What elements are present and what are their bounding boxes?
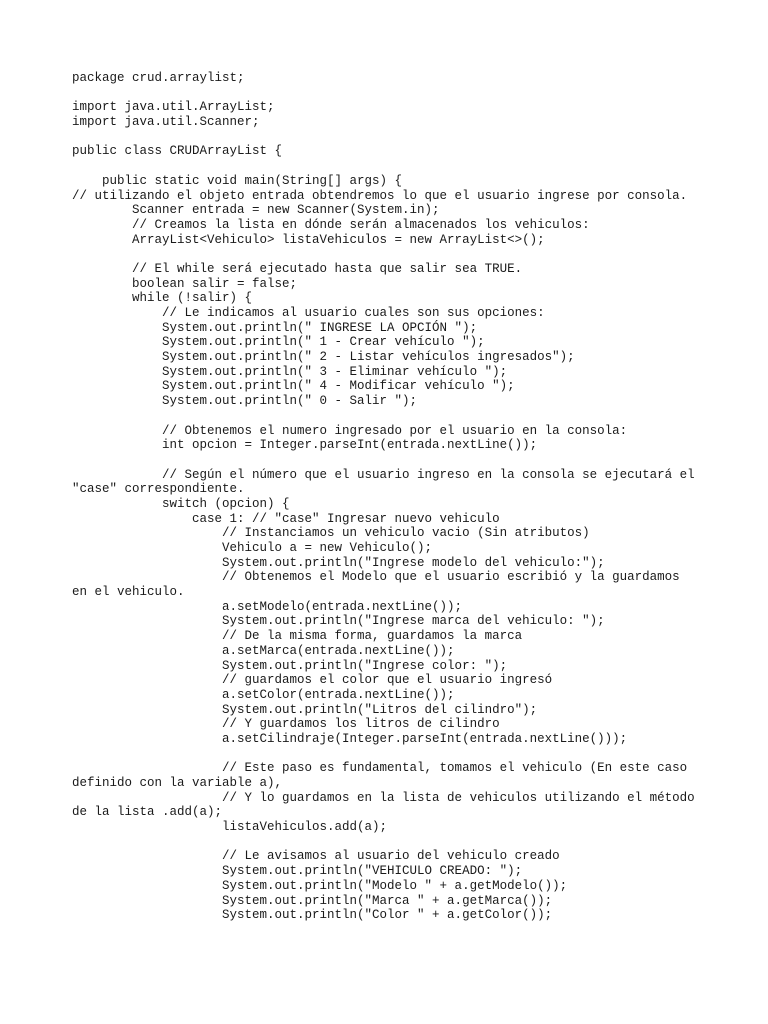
code-line: // Creamos la lista en dónde serán almacenados los vehiculos: (72, 217, 590, 232)
code-line: de la lista .add(a); (72, 805, 223, 820)
code-line: definido con la variable a), (72, 776, 283, 790)
code-line: // Y lo guardamos en la lista de vehiculos utilizando el método (72, 790, 695, 805)
code-line: System.out.println("Ingrese modelo del vehiculo:"); (72, 555, 605, 570)
code-line (72, 86, 712, 101)
code-line: "case" correspondiente. (72, 482, 245, 497)
code-line: // guardamos el color que el usuario ingresó (72, 673, 553, 688)
code-line: int opcion = Integer.parseInt(entrada.nextLine()); (72, 438, 538, 453)
code-line: System.out.println("Modelo " + a.getModelo()); (72, 878, 568, 893)
code-line: System.out.println(" 1 - Crear vehículo "); (72, 335, 485, 350)
code-line (72, 159, 712, 174)
code-line: System.out.println("VEHICULO CREADO: "); (72, 864, 523, 879)
code-line: public static void main(String[] args) { (72, 173, 403, 188)
code-line: System.out.println("Ingrese marca del vehiculo: "); (72, 614, 605, 629)
code-line: // Este paso es fundamental, tomamos el vehiculo (En este caso (72, 761, 688, 776)
code-line: // Instanciamos un vehiculo vacio (Sin atributos) (72, 526, 590, 541)
code-line: System.out.println("Ingrese color: "); (72, 658, 508, 673)
code-line: System.out.println(" 3 - Eliminar vehículo "); (72, 364, 508, 379)
code-line: import java.util.ArrayList; (72, 100, 275, 115)
code-line: package crud.arraylist; (72, 71, 245, 85)
code-line (72, 130, 712, 145)
code-line (72, 409, 712, 424)
code-line: System.out.println("Marca " + a.getMarca()); (72, 893, 553, 908)
code-line: boolean salir = false; (72, 276, 298, 291)
code-line: // utilizando el objeto entrada obtendremos lo que el usuario ingrese por consola. (72, 188, 688, 203)
code-listing (72, 71, 712, 923)
code-line: System.out.println(" INGRESE LA OPCIÓN "); (72, 320, 478, 335)
code-line: while (!salir) { (72, 291, 253, 306)
code-line: // Obtenemos el numero ingresado por el usuario en la consola: (72, 423, 628, 438)
code-line (72, 247, 712, 262)
code-line (72, 747, 712, 762)
code-line: a.setModelo(entrada.nextLine()); (72, 599, 463, 614)
code-line: // De la misma forma, guardamos la marca (72, 629, 523, 644)
code-line: public class CRUDArrayList { (72, 144, 283, 159)
code-line: a.setCilindraje(Integer.parseInt(entrada.nextLine())); (72, 731, 628, 746)
code-line: System.out.println(" 4 - Modificar vehículo "); (72, 379, 515, 394)
code-line: case 1: // "case" Ingresar nuevo vehiculo (72, 511, 500, 526)
code-line: // Le avisamos al usuario del vehiculo creado (72, 849, 560, 864)
code-line: System.out.println("Color " + a.getColor()); (72, 908, 553, 923)
code-line: // Y guardamos los litros de cilindro (72, 717, 500, 732)
code-line: a.setColor(entrada.nextLine()); (72, 687, 455, 702)
code-line: switch (opcion) { (72, 496, 290, 511)
code-line: a.setMarca(entrada.nextLine()); (72, 643, 455, 658)
code-line: System.out.println("Litros del cilindro"); (72, 702, 538, 717)
code-line: // El while será ejecutado hasta que salir sea TRUE. (72, 261, 523, 276)
code-line: en el vehiculo. (72, 585, 185, 600)
code-line (72, 835, 712, 850)
code-line: // Le indicamos al usuario cuales son sus opciones: (72, 306, 545, 320)
code-line: import java.util.Scanner; (72, 115, 260, 130)
code-line: Vehiculo a = new Vehiculo(); (72, 541, 433, 555)
code-line: // Según el número que el usuario ingreso en la consola se ejecutará el (72, 467, 695, 482)
code-line: System.out.println(" 2 - Listar vehículos ingresados"); (72, 350, 575, 365)
code-line (72, 453, 712, 468)
code-line: ArrayList<Vehiculo> listaVehiculos = new ArrayList<>(); (72, 232, 545, 247)
code-line: System.out.println(" 0 - Salir "); (72, 394, 418, 409)
code-line: Scanner entrada = new Scanner(System.in); (72, 203, 440, 218)
code-line: listaVehiculos.add(a); (72, 820, 388, 835)
code-line: // Obtenemos el Modelo que el usuario escribió y la guardamos (72, 570, 680, 585)
